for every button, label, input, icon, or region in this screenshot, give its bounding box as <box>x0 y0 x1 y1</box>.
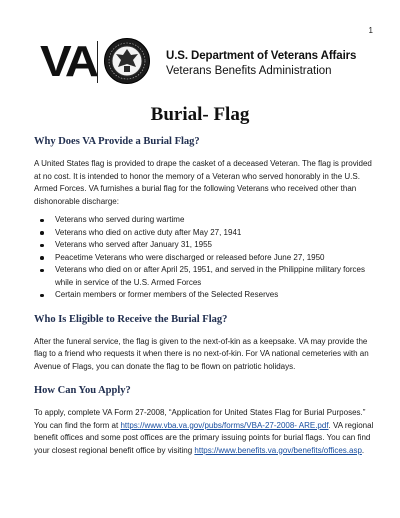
list-item: Peacetime Veterans who were discharged or released before June 27, 1950 <box>48 252 376 265</box>
section-heading: Why Does VA Provide a Burial Flag? <box>34 136 200 147</box>
logo-divider <box>97 41 98 83</box>
va-seal-icon <box>104 38 150 84</box>
letterhead <box>40 38 370 90</box>
va-logo: VA <box>40 37 97 86</box>
page-title: Burial- Flag <box>150 104 250 125</box>
administration-name: Veterans Benefits Administration <box>166 65 332 77</box>
list-item: Veterans who died on active duty after May 27, 1941 <box>48 227 376 240</box>
department-name: U.S. Department of Veterans Affairs <box>166 50 357 62</box>
paragraph-text: . <box>361 445 365 455</box>
eligibility-list <box>34 214 376 302</box>
section-heading: Who Is Eligible to Receive the Burial Flag? <box>34 313 228 325</box>
section-heading: How Can You Apply? <box>34 385 131 396</box>
section-why <box>34 135 376 302</box>
section-paragraph: A United States flag is provided to drape the casket of a deceased Veteran. The flag is provided at no cost. It is intended to honor the memory of a Veteran who served honorably in the U.S. Armed Forces. VA furnishes a burial flag for the following Veterans who received other than dishonorable discharge: <box>34 159 372 206</box>
section-paragraph: After the funeral service, the flag is given to the next-of-kin as a keepsake. VA may provide the flag to a friend who requests it when there is no next-of-kin. For VA national cemeteries with an Avenue of Flags, you can donate the flag to be flown on patriotic holidays. <box>34 336 369 371</box>
offices-link[interactable]: https://www.benefits.va.gov/benefits/offices.asp <box>194 445 362 455</box>
document-body <box>34 128 376 457</box>
section-how <box>34 384 376 457</box>
list-item: Veterans who served during wartime <box>48 214 376 227</box>
list-item: Certain members or former members of the Selected Reserves <box>48 289 376 302</box>
page-number: 1 <box>368 26 373 35</box>
section-paragraph <box>34 407 376 457</box>
list-item: Veterans who died on or after April 25, 1951, and served in the Philippine military forces while in service of the U.S. Armed Forces <box>48 264 376 289</box>
list-item: Veterans who served after January 31, 1955 <box>48 239 376 252</box>
form-link[interactable]: https://www.vba.va.gov/pubs/forms/VBA-27-2008- ARE.pdf <box>120 420 329 430</box>
section-who <box>34 313 376 374</box>
paragraph-text: To apply, complete VA Form 27-2008, “Application for United States Flag for Burial Purposes.” You can find the form at <box>34 408 366 430</box>
paragraph-text: . VA regional benefit offices and some post offices are the primary issuing points for burial flags. You can find your closest regional benefit office by visiting <box>34 420 374 455</box>
